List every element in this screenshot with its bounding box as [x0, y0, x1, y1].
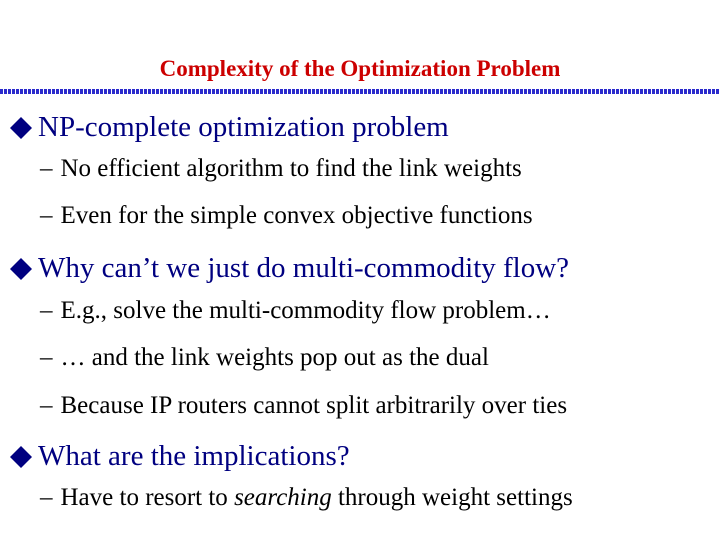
- sub-bullet-text: Have to resort to: [60, 484, 235, 511]
- bullet-multicommodity: [8, 252, 569, 285]
- dash: –: [40, 202, 53, 229]
- sub-bullet: [40, 392, 567, 420]
- sub-bullet-text: through weight settings: [331, 484, 573, 511]
- bullet-text: NP-complete optimization problem: [38, 111, 449, 143]
- sub-bullet-text: No efficient algorithm to find the link weights: [60, 155, 522, 182]
- sub-bullet: [40, 344, 489, 372]
- sub-bullet-text: … and the link weights pop out as the dual: [60, 344, 489, 371]
- sub-bullet-text: E.g., solve the multi-commodity flow problem…: [60, 297, 551, 324]
- dash: –: [40, 155, 53, 182]
- slide-title: Complexity of the Optimization Problem: [159, 56, 561, 81]
- bullet-implications: [8, 440, 350, 473]
- dash: –: [40, 297, 53, 324]
- sub-bullet-text: Because IP routers cannot split arbitrarily over ties: [60, 392, 568, 419]
- sub-bullet: [40, 202, 533, 230]
- sub-bullet: [40, 297, 551, 325]
- dash: –: [40, 344, 53, 371]
- title-divider: [0, 89, 720, 94]
- diamond-bullet-icon: [8, 444, 34, 470]
- emphasis-text: searching: [234, 484, 332, 511]
- diamond-bullet-icon: [8, 115, 34, 141]
- sub-bullet-text: Even for the simple convex objective functions: [60, 202, 533, 229]
- bullet-np-complete: [8, 111, 449, 144]
- diamond-bullet-icon: [8, 256, 34, 282]
- sub-bullet: [40, 155, 522, 183]
- dash: –: [40, 484, 53, 511]
- sub-bullet: [40, 484, 573, 512]
- bullet-text: Why can’t we just do multi-commodity flow?: [38, 252, 570, 284]
- bullet-text: What are the implications?: [38, 440, 350, 472]
- dash: –: [40, 392, 53, 419]
